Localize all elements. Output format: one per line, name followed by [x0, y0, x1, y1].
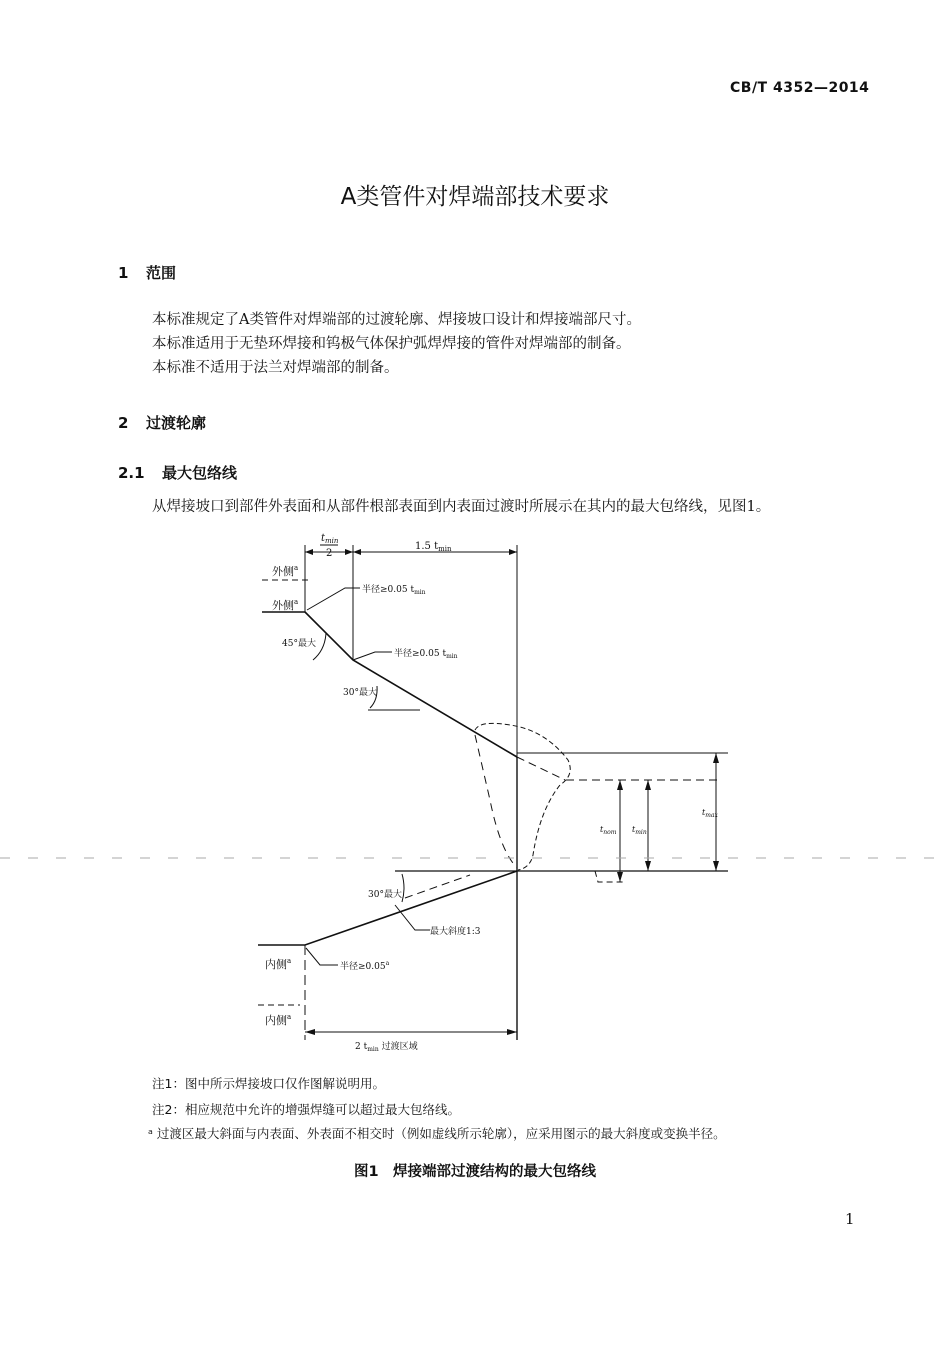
page-title: A类管件对焊端部技术要求: [340, 184, 610, 210]
note-2: 注2：相应规范中允许的增强焊缝可以超过最大包络线。: [152, 1102, 460, 1117]
dim-tmin-label: $t_{min}$: [321, 533, 339, 545]
footnote-a: ᵃ 过渡区最大斜面与内表面、外表面不相交时（例如虚线所示轮廓），应采用图示的最大斜度或变换半径。: [148, 1126, 726, 1141]
outer-label-2: 外侧$^a$: [272, 598, 299, 612]
alternate-contour: [475, 735, 517, 868]
tnom-label: $t_{nom}$: [600, 825, 617, 836]
angle-45-label: 45°最大: [282, 639, 316, 649]
tmin-label: $t_{min}$: [632, 825, 647, 836]
section-title: 最大包络线: [162, 464, 238, 482]
radius-label-1: 半径≥0.05 $t_{min}$: [362, 585, 426, 596]
angle-30-lower-label: 30°最大: [368, 890, 402, 900]
figure-caption: 图1 焊接端部过渡结构的最大包络线: [353, 1164, 597, 1180]
section-title: 范围: [146, 264, 177, 282]
radius-leader: [306, 948, 338, 965]
dim-15tmin-label: 1.5 $t_{min}$: [415, 541, 452, 553]
scope-paragraph: 本标准适用于无垫环焊接和钨极气体保护弧焊焊接的管件对焊端部的制备。: [152, 336, 631, 352]
tmax-label: $t_{max}$: [702, 808, 718, 819]
section-number: 1: [118, 264, 129, 282]
section-number: 2: [118, 414, 129, 432]
page-number: 1: [845, 1210, 855, 1228]
scope-paragraph: 本标准规定了A类管件对焊端部的过渡轮廓、焊接坡口设计和焊接端部尺寸。: [152, 312, 641, 328]
envelope-outer-profile: [305, 612, 517, 757]
radius-leader: [353, 652, 392, 660]
inner-label-2: 内侧$^a$: [265, 1013, 292, 1027]
section-number: 2.1: [118, 464, 145, 482]
section-title: 过渡轮廓: [146, 414, 207, 432]
note-1: 注1：图中所示焊接坡口仅作图解说明用。: [152, 1076, 385, 1091]
section-2-heading: [118, 412, 206, 433]
envelope-text: [152, 495, 770, 519]
slope-label: 最大斜度1:3: [430, 927, 481, 937]
angle-arc: [402, 874, 404, 902]
inner-label-1: 内侧$^a$: [265, 957, 292, 971]
alternate-inner-dashed: [405, 875, 470, 898]
transition-zone-label: 2 $t_{min}$ 过渡区域: [355, 1042, 418, 1053]
radius-label-3: 半径≥0.05$^a$: [340, 960, 390, 972]
dim-half-label: 2: [326, 548, 333, 559]
angle-30-upper-label: 30°最大: [343, 688, 377, 698]
alternate-contour: [517, 757, 565, 780]
standard-number: CB/T 4352—2014: [730, 80, 870, 96]
radius-leader: [307, 588, 360, 610]
section-1-heading: [118, 262, 176, 283]
envelope-paragraph: 从焊接坡口到部件外表面和从部件根部表面到内表面过渡时所展示在其内的最大包络线，见图1。: [152, 499, 771, 515]
outer-label-1: 外侧$^a$: [272, 564, 299, 578]
scope-paragraph: 本标准不适用于法兰对焊端部的制备。: [152, 360, 399, 376]
envelope-figure: [0, 520, 950, 1060]
slope-leader: [395, 905, 430, 930]
section-2-1-heading: [118, 462, 237, 483]
scope-text: [152, 308, 641, 380]
radius-label-2: 半径≥0.05 $t_{min}$: [394, 649, 458, 660]
